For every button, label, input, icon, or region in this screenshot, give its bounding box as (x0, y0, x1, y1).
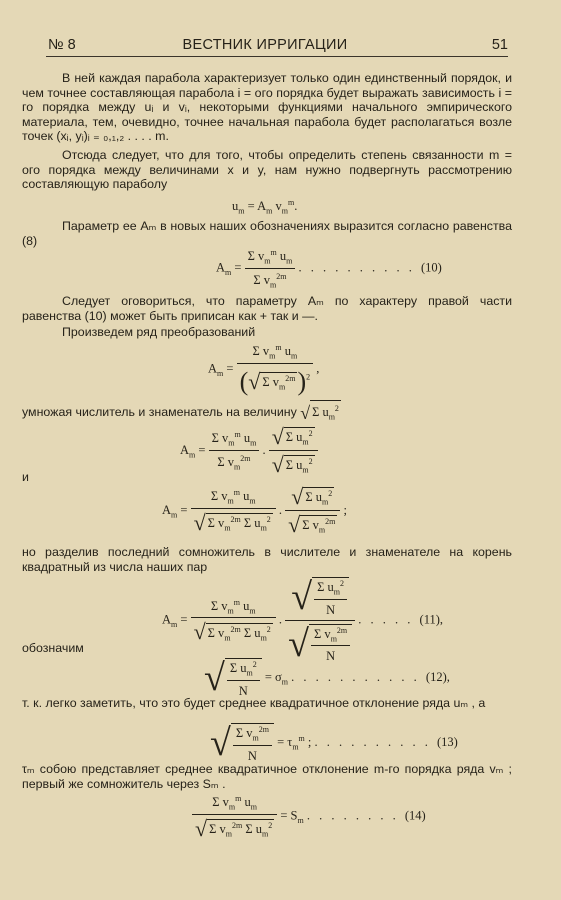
paragraph-9: τₘ собою представляет среднее квадратичное отклонение m-го порядка ряда vₘ ; первый же сомножитель через Sₘ . (22, 762, 512, 791)
eq10-label: (10) (420, 260, 442, 275)
eq14-label: (14) (404, 808, 426, 823)
paragraph-4: Следует оговориться, что параметру Aₘ по характеру правой части равенства (10) может быть приписан как + так и —. (22, 294, 512, 323)
equation-transform-3: $A_m$ = Σ $v_m^m$ $u_m$ √ Σ $v_m^{2m}$ Σ $u_m^2$ . $\frac{√ \Sigma u_m^2}{√ \Sigma v_m^{2m}}$ ; (162, 484, 347, 537)
paragraph-7: но разделив последний сомножитель в числителе и знаменателе на корень квадратный из числа наших пар (22, 545, 512, 574)
paragraph-2: Отсюда следует, что для того, чтобы определить степень связанности m = ого порядка между величинами x и y, нам нужно подвергнуть рассмотрению составляющую параболу (22, 148, 512, 192)
paragraph-6-text: умножая числитель и знаменатель на величину (22, 404, 297, 419)
denote-label: обозначим (22, 641, 84, 655)
equation-13: √ $\frac{\Sigma v_m^{2m}}{N}$ = $\tau_m^m$ ; . . . . . . . . . . (13) (210, 722, 458, 765)
journal-title: ВЕСТНИК ИРРИГАЦИИ (182, 37, 348, 53)
page-number: 51 (491, 37, 508, 53)
paragraph-6: умножая числитель и знаменатель на величину √ Σ $u_m^2$ (22, 400, 512, 425)
paragraph-8: т. к. легко заметить, что это будет среднее квадратичное отклонение ряда uₘ , а (22, 696, 486, 710)
issue-number: № 8 (48, 37, 76, 53)
equation-11: $A_m$ = Σ $v_m^m$ $u_m$ √ Σ $v_m^{2m}$ Σ $u_m^2$ . √ $\frac{\Sigma u_m^2}{N}$ √ $\frac{\Sigma v_m^{2m}}{N}$ . . . . . (11), (162, 576, 444, 665)
eq11-label: (11), (419, 612, 444, 627)
eq12-label: (12), (425, 670, 450, 685)
equation-12: √ $\frac{\Sigma u_m^2}{N}$ = $\sigma_m$ . . . . . . . . . . . (12), (204, 657, 450, 700)
equation-10: $A_m$ = Σ $v_m^m$ $u_m$ Σ $v_m^{2m}$ . . . . . . . . . . (10) (216, 248, 442, 290)
paragraph-5: Произведем ряд преобразований (62, 325, 256, 339)
equation-14: Σ $v_m^m$ $u_m$ √ Σ $v_m^{2m}$ Σ $u_m^2$ = $S_m$ . . . . . . . . (14) (192, 794, 426, 840)
equation-transform-1: $A_m$ = Σ $v_m^m$ $u_m$ (√ Σ $v_m^{2m})^2$ , (208, 343, 320, 396)
conjunction-and: и (22, 470, 29, 484)
paragraph-3: Параметр ее Aₘ в новых наших обозначениях выразится согласно равенства (8) (22, 219, 512, 248)
equation-um: $u_m = A_m$ $v_m^m$. (232, 198, 298, 216)
equation-transform-2: $A_m$ = Σ $v_m^m$ $u_m$ Σ $v_m^{2m}$ . $\frac{√ \Sigma u_m^2}{√ \Sigma u_m^2}$ (180, 426, 318, 476)
eq13-label: (13) (437, 735, 458, 750)
page-header (22, 34, 508, 56)
header-rule (46, 56, 508, 57)
paragraph-1: В ней каждая парабола характеризует только один единственный порядок, и чем точнее составляющая парабола i = ого порядка будет выражать зависимость i = го порядка между uᵢ и vᵢ, некоторыми функциями начального эмпирического материала, тем, очевидно, точнее начальная парабола будет располагаться возле точек (xᵢ, yᵢ)ᵢ ₌ ₀,₁,₂ . . . . m. (22, 71, 512, 144)
